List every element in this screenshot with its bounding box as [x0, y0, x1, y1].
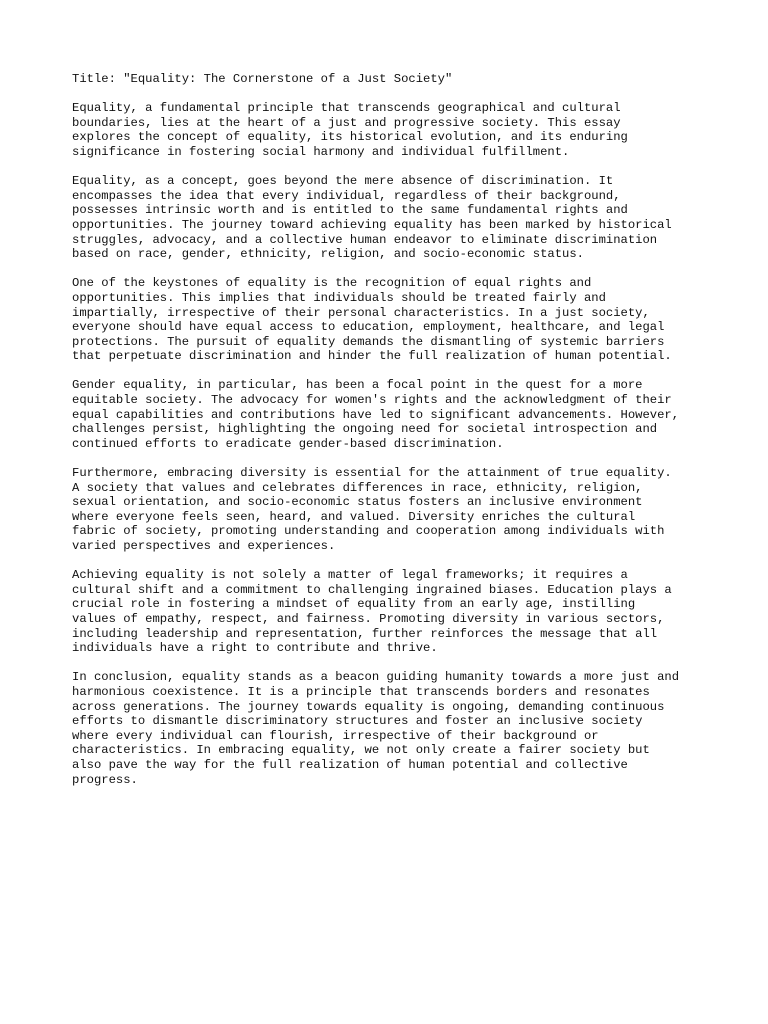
- paragraph-conclusion: In conclusion, equality stands as a beacon guiding humanity towards a more just and harmonious coexistence. It is a principle that transcends borders and resonates across generations. The journey towards equality is ongoing, demanding continuous efforts to dismantle discriminatory structures and foster an inclusive society where every individual can flourish, irrespective of their background or characteristics. In embracing equality, we not only create a fairer society but also pave the way for the full realization of human potential and collective progress.: [72, 670, 680, 787]
- document-title: Title: "Equality: The Cornerstone of a Just Society": [72, 72, 453, 86]
- paragraph-gender-equality: Gender equality, in particular, has been a focal point in the quest for a more equitable society. The advocacy for women's rights and the acknowledgment of their equal capabilities and contributions have led to significant advancements. However, challenges persist, highlighting the ongoing need for societal introspection and continued efforts to eradicate gender-based discrimination.: [72, 378, 680, 451]
- paragraph-concept: Equality, as a concept, goes beyond the mere absence of discrimination. It encompasses the idea that every individual, regardless of their background, possesses intrinsic worth and is entitled to the same fundamental rights and opportunities. The journey toward achieving equality has been marked by historical struggles, advocacy, and a collective human endeavor to eliminate discrimination based on race, gender, ethnicity, religion, and socio-economic status.: [72, 174, 672, 262]
- paragraph-cultural-shift: Achieving equality is not solely a matter of legal frameworks; it requires a cultural shift and a commitment to challenging ingrained biases. Education plays a crucial role in fostering a mindset of equality from an early age, instilling values of empathy, respect, and fairness. Promoting diversity in various sectors, including leadership and representation, further reinforces the message that all individuals have a right to contribute and thrive.: [72, 568, 672, 656]
- paragraph-equal-rights: One of the keystones of equality is the recognition of equal rights and opportunities. This implies that individuals should be treated fairly and impartially, irrespective of their personal characteristics. In a just society, everyone should have equal access to education, employment, healthcare, and legal protections. The pursuit of equality demands the dismantling of systemic barriers that perpetuate discrimination and hinder the full realization of human potential.: [72, 276, 672, 364]
- paragraph-diversity: Furthermore, embracing diversity is essential for the attainment of true equality. A society that values and celebrates differences in race, ethnicity, religion, sexual orientation, and socio-economic status fosters an inclusive environment where everyone feels seen, heard, and valued. Diversity enriches the cultural fabric of society, promoting understanding and cooperation among individuals with varied perspectives and experiences.: [72, 466, 672, 553]
- paragraph-introduction: Equality, a fundamental principle that transcends geographical and cultural boundaries, lies at the heart of a just and progressive society. This essay explores the concept of equality, its historical evolution, and its enduring significance in fostering social harmony and individual fulfillment.: [72, 101, 628, 159]
